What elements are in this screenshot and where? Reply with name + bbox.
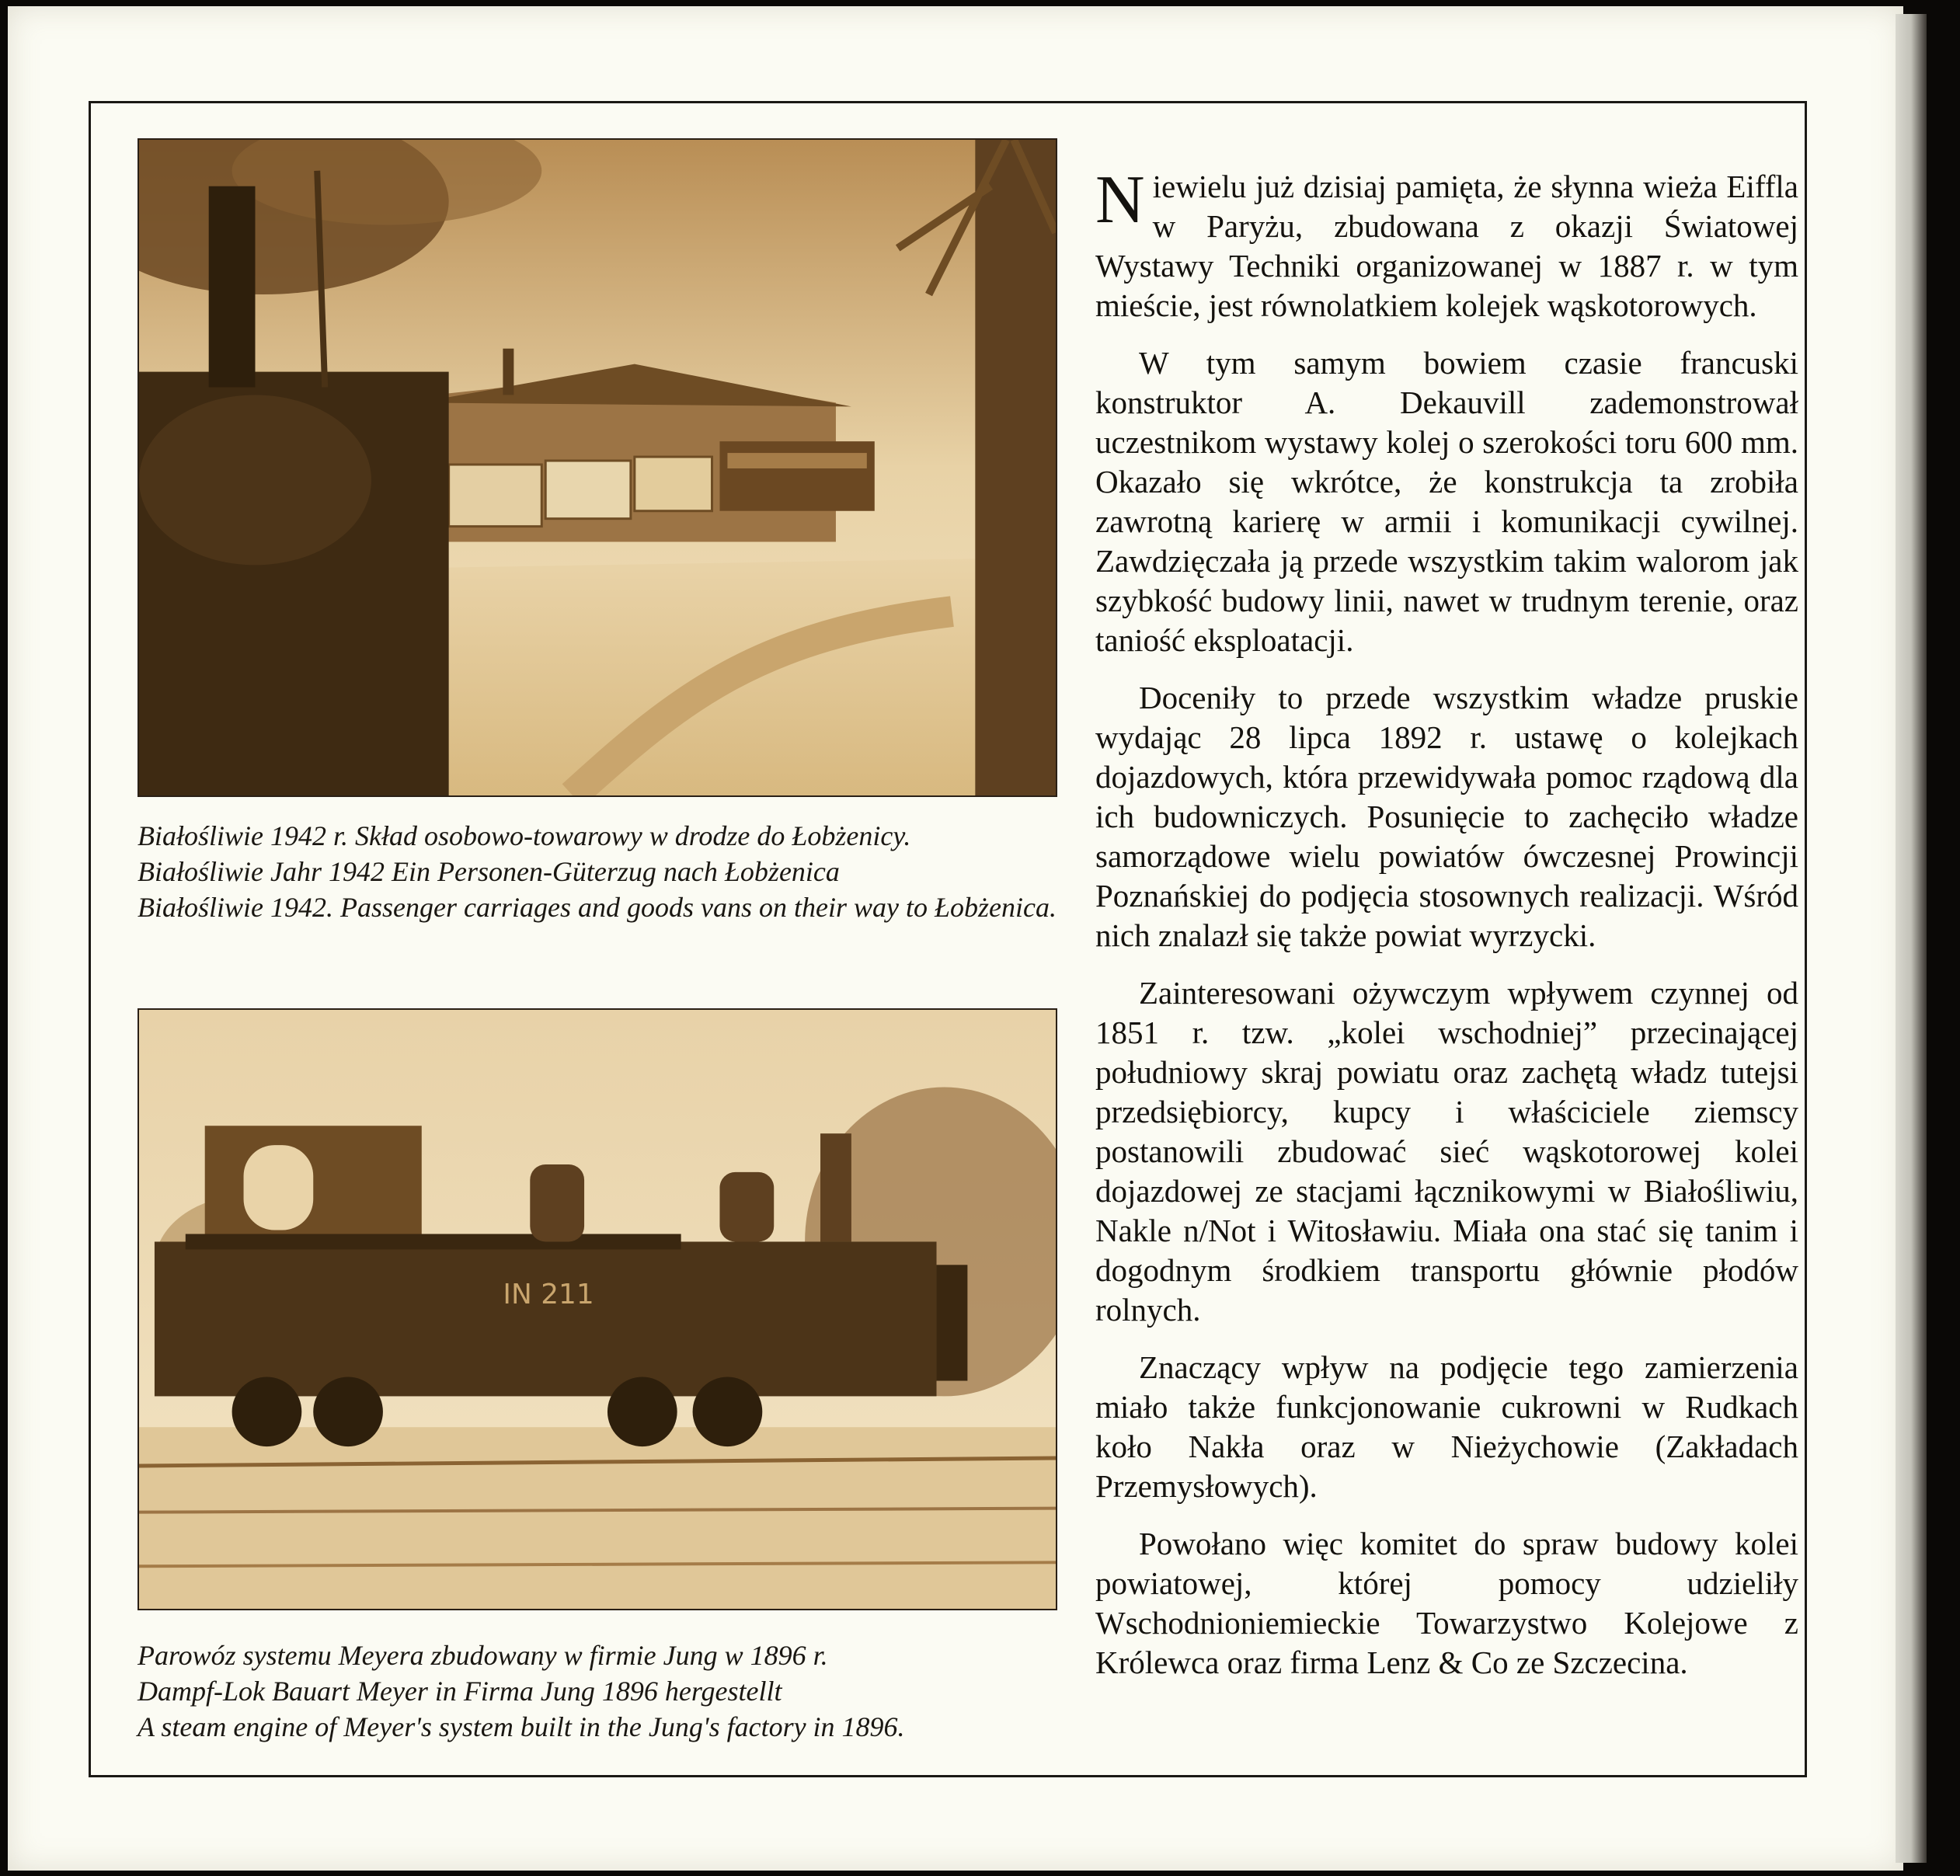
article-paragraph-2: W tym samym bowiem czasie francuski konstruktor A. Dekauvill zademonstrował uczestnikom wystawy kolej o szerokości toru 600 mm. Okazało się wkrótce, że konstrukcja ta zrobiła zawrotną karierę w armii i komunikacji cywilnej. Zawdzięczała ją przede wszystkim takim walorom jak szybkość budowy linii, nawet w trudnym terenie, oraz taniość eksploatacji. [1095, 345, 1798, 658]
sand-dome [719, 1172, 774, 1242]
article-paragraph-5: Znaczący wpływ na podjęcie tego zamierzenia miało także funkcjonowanie cukrowni w Rudkach koło Nakła oraz w Nieżychowie (Zakładach Przemysłowych). [1095, 1349, 1798, 1504]
article-paragraph-1 [1095, 162, 1798, 325]
page-edge-shadow [1896, 14, 1927, 1863]
running-board [186, 1234, 681, 1250]
caption-photo-2 [138, 1638, 1085, 1745]
article-paragraph-6: Powołano więc komitet do spraw budowy kolei powiatowej, której pomocy udzieliły Wschodnioniemieckie Towarzystwo Kolejowe z Królewca oraz firma Lenz & Co ze Szczecina. [1095, 1526, 1798, 1680]
wheel-4 [693, 1377, 763, 1447]
photo-bialosliwie-train [138, 138, 1057, 797]
steam-engine-photo-illustration [139, 1010, 1056, 1609]
caption-photo-1 [138, 818, 1085, 925]
article-column [1095, 162, 1798, 1700]
caption-1-german: Białośliwie Jahr 1942 Ein Personen-Güterzug nach Łobżenica [138, 856, 840, 887]
drop-cap: N [1095, 162, 1145, 238]
engine-number-plate: IN 211 [503, 1279, 594, 1311]
locomotive-smokestack [209, 186, 256, 388]
front-buffer-beam [937, 1265, 968, 1380]
caption-2-polish: Parowóz systemu Meyera zbudowany w firmie Jung w 1896 r. [138, 1640, 828, 1671]
goods-van-2 [545, 461, 631, 519]
content-frame [89, 101, 1807, 1777]
paragraph-1-text: iewielu już dzisiaj pamięta, że słynna wieża Eiffla w Paryżu, zbudowana z okazji Światowej Wystawy Techniki organizowanej w 1887 r. w tym mieście, jest równolatkiem kolejek wąskotorowych. [1095, 169, 1798, 323]
photo-meyer-steam-engine [138, 1008, 1057, 1610]
train-photo-illustration [139, 140, 1056, 795]
wheel-1 [232, 1377, 302, 1447]
steam-dome [530, 1164, 584, 1241]
article-paragraph-3: Doceniły to przede wszystkim władze pruskie wydając 28 lipca 1892 r. ustawę o kolejkach dojazdowych, która przewidywała pomoc rządową dla ich budowniczych. Posunięcie to zachęciło władze samorządowe wielu powiatów ówczesnej Prowincji Poznańskiej do podjęcia stosownych realizacji. Wśród nich znalazł się także powiat wyrzycki. [1095, 680, 1798, 953]
article-paragraph-4: Zainteresowani ożywczym wpływem czynnej od 1851 r. tzw. „kolei wschodniej” przecinającej południowy skraj powiatu oraz zachętą władz tutejsi przedsiębiorcy, kupcy i właściciele ziemscy postanowili zbudować sieć wąskotorowej kolei dojazdowej ze stacjami łącznikowymi w Białośliwiu, Nakle n/Not i Witosławiu. Miała ona stać się tanim i dogodnym środkiem transportu głównie płodów rolnych. [1095, 975, 1798, 1328]
goods-van-3 [635, 457, 712, 511]
wheel-2 [313, 1377, 383, 1447]
caption-2-english: A steam engine of Meyer's system built in the Jung's factory in 1896. [138, 1711, 905, 1742]
chimney [503, 349, 513, 395]
carriage-windows [727, 453, 866, 468]
caption-2-german: Dampf-Lok Bauart Meyer in Firma Jung 1896 hergestellt [138, 1676, 782, 1707]
chimney [820, 1133, 851, 1241]
caption-1-polish: Białośliwie 1942 r. Skład osobowo-towarowy w drodze do Łobżenicy. [138, 820, 911, 851]
wheel-3 [607, 1377, 677, 1447]
brochure-page [8, 6, 1903, 1871]
engine-tank-body [155, 1241, 937, 1396]
caption-1-english: Białośliwie 1942. Passenger carriages and goods vans on their way to Łobżenica. [138, 892, 1057, 923]
track-bed [139, 1427, 1056, 1609]
cab-window [244, 1145, 314, 1230]
tree-trunk [975, 140, 1056, 795]
locomotive-boiler-front [139, 395, 371, 565]
goods-van-1 [449, 465, 542, 527]
passenger-carriage [719, 441, 874, 511]
